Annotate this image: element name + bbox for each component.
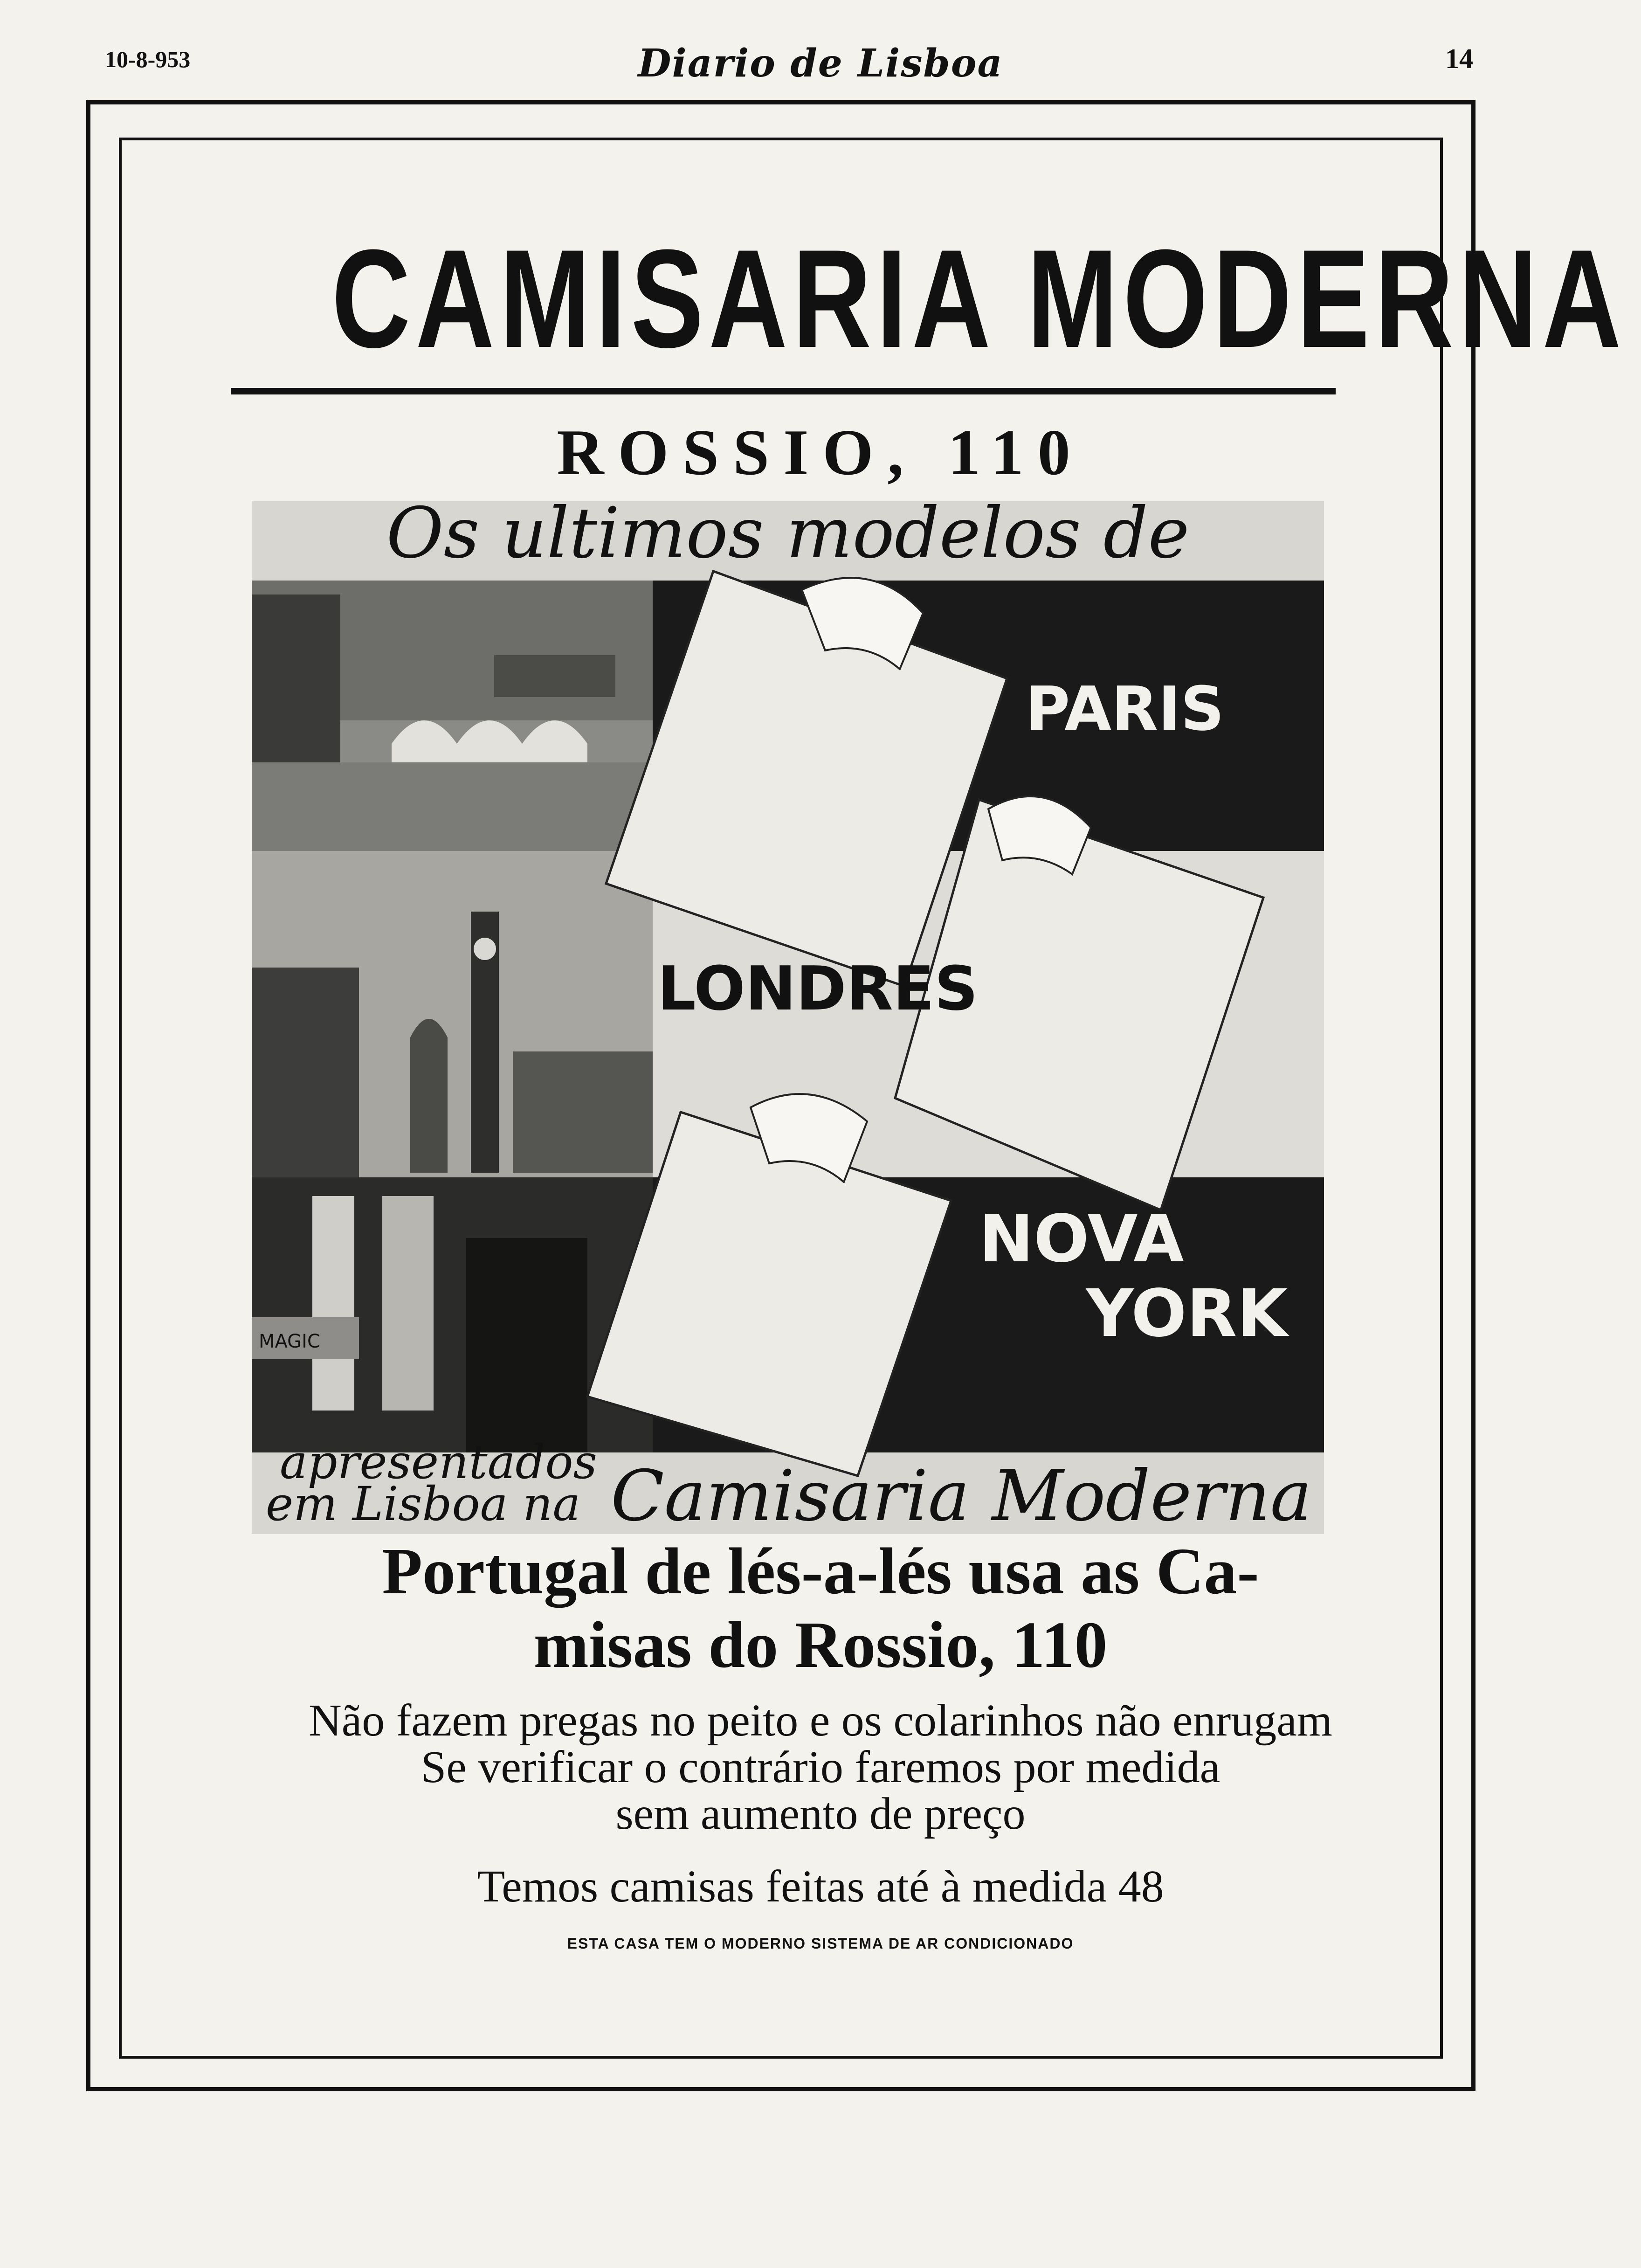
slogan-line-2: misas do Rossio, 110 [533,1608,1108,1681]
city-label-london: LONDRES [657,953,978,1024]
city-label-paris: PARIS [1026,673,1225,744]
city-label-york: YORK [1086,1276,1288,1352]
illustration-bottom-script-line2: em Lisboa na [266,1477,581,1531]
page-number: 14 [1445,43,1473,74]
store-address: ROSSIO, 110 [557,416,1084,489]
bridge-icon [392,720,587,762]
issue-date: 10-8-953 [105,46,191,72]
illustration-bottom-script-line1: apresentados [280,1435,597,1489]
claim-line-3: sem aumento de preço [615,1789,1026,1839]
skyscraper-icon [312,1196,354,1411]
claim-line-1: Não fazem pregas no peito e os colarinhos não enrugam [308,1695,1333,1746]
slogan-line-1: Portugal de lés-a-lés usa as Ca- [382,1534,1259,1608]
headline-rule [231,388,1336,394]
illustration-bottom-script-brand: Camisaria Moderna [611,1456,1312,1534]
illustration-artwork [252,501,1324,1534]
sizes-note: Temos camisas feitas até à medida 48 [477,1861,1164,1912]
air-conditioning-note: ESTA CASA TEM O MODERNO SISTEMA DE AR CONDICIONADO [567,1935,1074,1952]
paris-building-icon [252,595,340,790]
brand-headline: CAMISARIA MODERNA [331,220,1627,377]
product-claims [0,1697,1641,1837]
slogan [0,1534,1641,1681]
shirts-illustration [252,501,1324,1534]
illustration-top-script: Os ultimos modelos de [386,501,1190,574]
city-label-nova: NOVA [979,1201,1184,1277]
newspaper-masthead: Diario de Lisboa [638,41,1003,86]
shopfront-sign: MAGIC [259,1331,320,1352]
new-york-scene [252,1177,653,1452]
claim-line-2: Se verificar o contrário faremos por medida [421,1742,1220,1792]
